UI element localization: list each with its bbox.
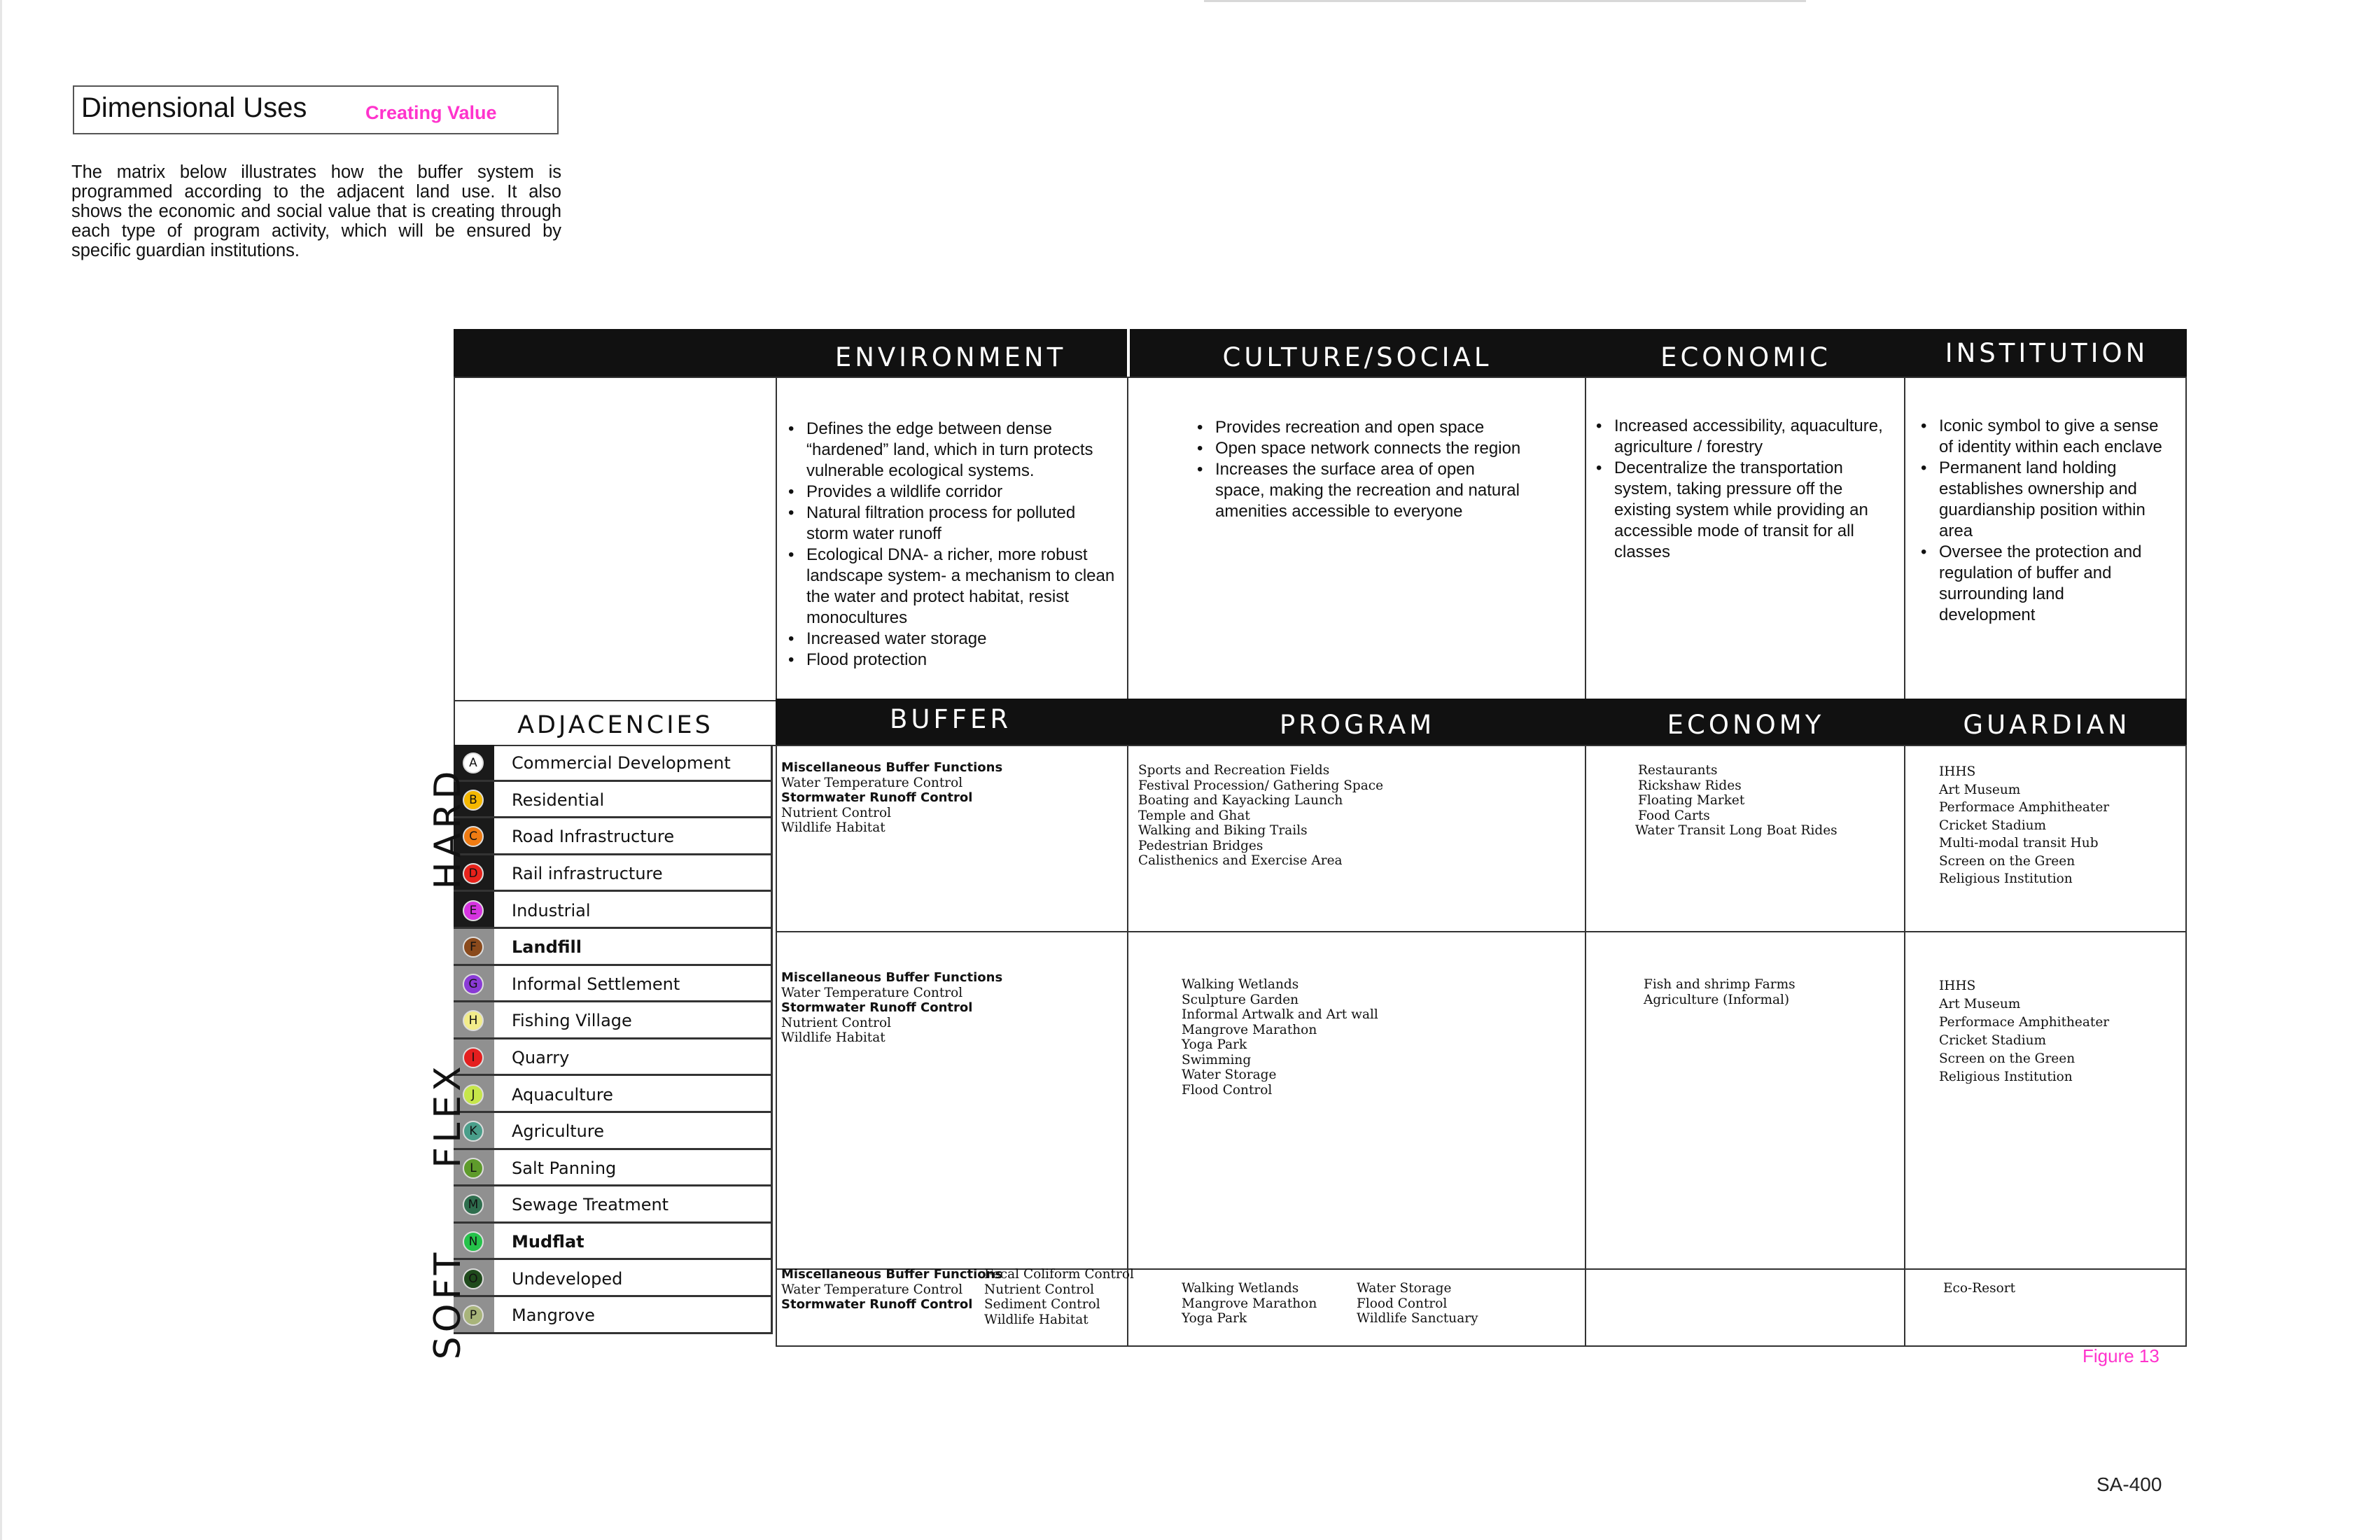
adjacency-label: Aquaculture [512, 1084, 613, 1105]
zone-label-flex: FLEX [427, 1062, 469, 1168]
culture-social-list [1196, 417, 1525, 522]
adjacency-code-badge: O [463, 1268, 484, 1289]
economic-item: • Increased accessibility, aquaculture, agriculture / forestry [1595, 416, 1896, 458]
header-environment: ENVIRONMENT [776, 337, 1126, 377]
adjacency-code-badge: D [463, 863, 484, 884]
adjacency-row [454, 818, 773, 855]
adjacency-label: Mudflat [512, 1232, 584, 1252]
program-item: Flood Control [1182, 1082, 1273, 1098]
guardian-item: Performace Amphitheater [1939, 1015, 2110, 1030]
environment-item: • Flood protection [787, 650, 1116, 671]
adjacency-code-badge: F [463, 937, 484, 958]
adjacency-label: Quarry [512, 1048, 570, 1068]
adjacency-row [454, 929, 773, 966]
adjacency-code-badge: N [463, 1231, 484, 1252]
program-item: Temple and Ghat [1138, 808, 1250, 823]
buffer-item: Nutrient Control [781, 805, 892, 820]
guardian-item: Screen on the Green [1939, 853, 2076, 869]
adjacency-row [454, 1040, 773, 1077]
header-divider [1127, 329, 1130, 377]
adjacency-row [454, 1224, 773, 1261]
guardian-hard-list [1939, 763, 2109, 888]
program-item: Mangrove Marathon [1182, 1296, 1317, 1311]
environment-list [787, 419, 1116, 671]
left-page-edge [0, 0, 2, 1540]
program-item: Water Storage [1182, 1068, 1277, 1082]
adjacency-code-badge: B [463, 790, 484, 811]
guardian-item: Screen on the Green [1939, 1051, 2076, 1066]
program-item: Yoga Park [1182, 1037, 1247, 1052]
economy-item: Food Carts [1638, 808, 1710, 823]
matrix [454, 329, 2187, 1348]
buffer-item: Stormwater Runoff Control [781, 1297, 973, 1312]
economy-soft-cell [1585, 1268, 1905, 1347]
buffer-item: Water Temperature Control [781, 1282, 963, 1297]
adjacency-code-badge: M [463, 1194, 484, 1215]
top-rule [1204, 0, 1806, 2]
buffer-item: Nutrient Control [781, 1015, 892, 1030]
buffer-item: Stormwater Runoff Control [781, 790, 973, 805]
program-item: Boating and Kayacking Launch [1138, 793, 1343, 808]
buffer-item: Stormwater Runoff Control [781, 1000, 973, 1015]
guardian-item: Multi-modal transit Hub [1939, 836, 2099, 850]
title-box [73, 85, 559, 134]
figure-label: Figure 13 [2082, 1345, 2160, 1366]
buffer-flex-list [781, 970, 1002, 1046]
guardian-item: IHHS [1939, 764, 1976, 779]
value-empty-cell [454, 377, 777, 701]
program-item: Walking and Biking Trails [1138, 823, 1308, 838]
adjacency-row [454, 1260, 773, 1297]
environment-item: • Ecological DNA- a richer, more robust landscape system- a mechanism to clean the water and protect habitat, resist monocultures [787, 545, 1116, 629]
guardian-flex-list [1939, 977, 2109, 1086]
program-item: Sculpture Garden [1182, 992, 1299, 1007]
adjacency-row [454, 1297, 773, 1334]
adjacency-label: Rail infrastructure [512, 864, 663, 884]
adjacency-label: Sewage Treatment [512, 1195, 669, 1215]
guardian-item: Performace Amphitheater [1939, 800, 2110, 815]
program-item: Walking Wetlands [1182, 1281, 1299, 1296]
environment-item: • Natural filtration process for polluted storm water runoff [787, 503, 1116, 545]
adjacency-row [454, 1186, 773, 1224]
adjacency-code-badge: A [463, 752, 484, 774]
institution-item: • Permanent land holding establishes ownership and guardianship position within area [1919, 458, 2164, 542]
economy-item: Restaurants [1638, 763, 1718, 778]
adjacency-label: Informal Settlement [512, 974, 680, 994]
economy-item: Rickshaw Rides [1638, 778, 1742, 793]
guardian-item: Eco-Resort [1943, 1281, 2016, 1296]
adjacency-row [454, 745, 773, 782]
economy-hard-list [1635, 763, 1837, 839]
header-adjacencies: ADJACENCIES [517, 711, 713, 739]
sheet-number: SA-400 [2096, 1474, 2162, 1495]
adjacency-label: Mangrove [512, 1306, 595, 1326]
page-title: Dimensional Uses [81, 92, 307, 123]
guardian-soft-cell [1904, 1268, 2187, 1347]
adjacency-label: Fishing Village [512, 1011, 632, 1031]
economy-item: Water Transit Long Boat Rides [1635, 823, 1837, 838]
environment-item: • Defines the edge between dense “hardened” land, which in turn protects vulnerable ecological systems. [787, 419, 1116, 482]
program-item: Walking Wetlands [1182, 977, 1299, 992]
zone-label-soft: SOFT [427, 1248, 469, 1360]
environment-item: • Provides a wildlife corridor [787, 482, 1116, 503]
buffer-item: Wildlife Habitat [781, 1030, 886, 1045]
adjacency-row [454, 966, 773, 1003]
environment-item: • Increased water storage [787, 629, 1116, 650]
guardian-item: Cricket Stadium [1939, 1033, 2047, 1048]
adjacency-row [454, 892, 773, 929]
program-soft-list [1182, 1281, 1317, 1326]
adjacency-code-badge: L [463, 1158, 484, 1179]
header-economy: ECONOMY [1588, 703, 1904, 746]
economy-item: Fish and shrimp Farms [1644, 977, 1795, 992]
buffer-item: Wildlife Habitat [781, 820, 886, 835]
guardian-item: Religious Institution [1939, 872, 2073, 886]
adjacency-code-badge: C [463, 826, 484, 847]
header-economic: ECONOMIC [1588, 337, 1904, 377]
institution-list [1919, 416, 2164, 626]
economic-list [1595, 416, 1896, 563]
economy-flex-list [1644, 977, 1795, 1007]
header-program: PROGRAM [1130, 703, 1585, 746]
guardian-item: IHHS [1939, 979, 1976, 993]
program-item: Calisthenics and Exercise Area [1138, 853, 1343, 868]
buffer-item: Miscellaneous Buffer Functions [781, 760, 1003, 775]
adjacency-row [454, 1150, 773, 1187]
culture-social-item: • Increases the surface area of open space, making the recreation and natural amenities accessible to everyone [1196, 459, 1525, 522]
adjacency-label: Landfill [512, 937, 582, 958]
buffer-item: Water Temperature Control [781, 775, 963, 790]
adjacency-label: Undeveloped [512, 1268, 623, 1289]
guardian-item: Cricket Stadium [1939, 818, 2047, 833]
buffer-soft-list [781, 1267, 1002, 1312]
program-soft-list-2 [1357, 1281, 1478, 1326]
adjacency-row [454, 782, 773, 819]
program-item: Wildlife Sanctuary [1357, 1311, 1478, 1326]
buffer-item: Water Temperature Control [781, 985, 963, 1000]
buffer-item: Miscellaneous Buffer Functions [781, 1267, 1003, 1282]
program-item: Informal Artwalk and Art wall [1182, 1007, 1378, 1022]
institution-item: • Oversee the protection and regulation of buffer and surrounding land development [1919, 542, 2164, 626]
adjacency-code-badge: I [463, 1047, 484, 1068]
guardian-item: Art Museum [1939, 997, 2021, 1011]
adjacency-code-badge: G [463, 974, 484, 995]
adjacency-code-badge: H [463, 1010, 484, 1031]
adjacency-label: Agriculture [512, 1121, 604, 1142]
header-culture-social: CULTURE/SOCIAL [1130, 337, 1585, 377]
adjacency-label: Road Infrastructure [512, 827, 675, 847]
guardian-item: Religious Institution [1939, 1070, 2073, 1084]
program-item: Mangrove Marathon [1182, 1022, 1317, 1037]
buffer-hard-list [781, 760, 1002, 836]
program-item: Yoga Park [1182, 1311, 1247, 1326]
buffer-item: Nutrient Control [984, 1282, 1095, 1297]
guardian-item: Art Museum [1939, 782, 2021, 797]
culture-social-item: • Open space network connects the region [1196, 438, 1525, 459]
zone-label-hard: HARD [427, 766, 469, 890]
buffer-item: Wildlife Habitat [984, 1312, 1088, 1327]
program-item: Sports and Recreation Fields [1138, 763, 1330, 778]
header-guardian: GUARDIAN [1907, 703, 2187, 746]
program-hard-list [1138, 763, 1383, 869]
buffer-soft-list-2 [984, 1267, 1134, 1327]
adjacency-code-badge: J [463, 1084, 484, 1105]
adjacency-code-badge: P [463, 1305, 484, 1326]
adjacency-label: Salt Panning [512, 1158, 617, 1178]
buffer-item: Sediment Control [984, 1297, 1100, 1312]
adjacency-code-badge: K [463, 1121, 484, 1142]
economy-item: Floating Market [1638, 793, 1745, 808]
adjacency-row [454, 1113, 773, 1150]
intro-paragraph: The matrix below illustrates how the buffer system is programmed according to the adjacent land use. It also shows the economic and social value that is creating through each type of program activity, which will be ensured by specific guardian institutions. [71, 162, 561, 260]
guardian-soft-list [1943, 1281, 2015, 1296]
program-item: Flood Control [1357, 1296, 1448, 1311]
program-flex-list [1182, 977, 1378, 1098]
institution-item: • Iconic symbol to give a sense of identity within each enclave [1919, 416, 2164, 458]
header-buffer: BUFFER [776, 699, 1126, 739]
buffer-item: Miscellaneous Buffer Functions [781, 970, 1003, 985]
adjacency-label: Residential [512, 790, 605, 810]
adjacency-label: Commercial Development [512, 753, 731, 774]
adjacency-label: Industrial [512, 900, 591, 920]
program-item: Swimming [1182, 1052, 1252, 1068]
adjacency-row [454, 1076, 773, 1113]
program-item: Water Storage [1357, 1281, 1452, 1296]
program-item: Festival Procession/ Gathering Space [1138, 778, 1384, 793]
economic-item: • Decentralize the transportation system, taking pressure off the existing system while providing an accessible mode of transit for all classes [1595, 458, 1896, 563]
culture-social-item: • Provides recreation and open space [1196, 417, 1525, 438]
header-institution: INSTITUTION [1907, 329, 2187, 377]
adjacency-code-badge: E [463, 900, 484, 921]
economy-item: Agriculture (Informal) [1644, 992, 1790, 1007]
program-item: Pedestrian Bridges [1138, 838, 1264, 853]
adjacency-row [454, 855, 773, 892]
page-subtitle: Creating Value [365, 102, 497, 123]
buffer-item: Fecal Coliform Control [984, 1267, 1134, 1282]
adjacency-row [454, 1002, 773, 1040]
